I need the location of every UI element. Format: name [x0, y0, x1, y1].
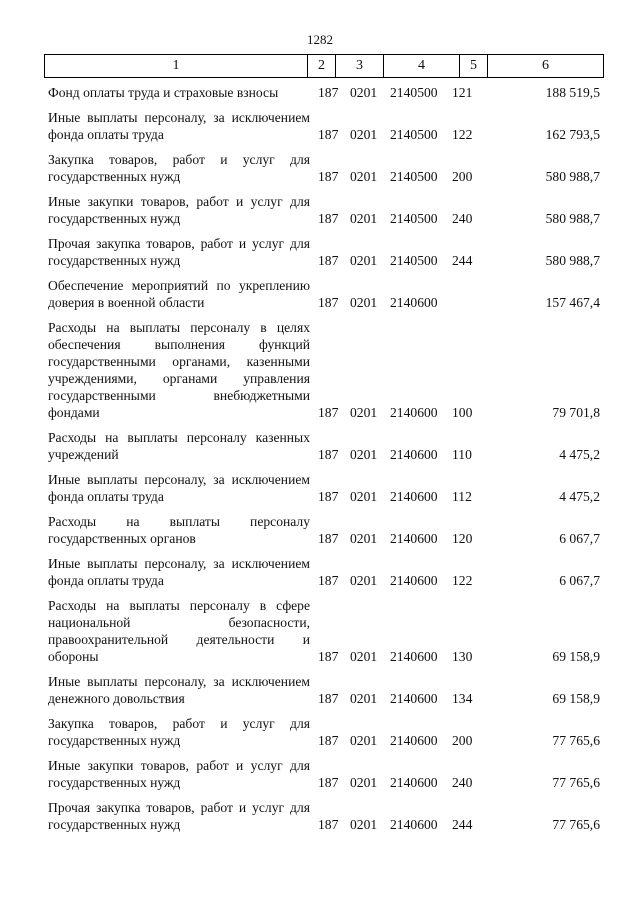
target-article-code: 2140600	[390, 649, 438, 664]
expense-type-code: 100	[452, 405, 473, 420]
target-article-code: 2140600	[390, 447, 438, 462]
target-article-code: 2140600	[390, 573, 438, 588]
expense-type-code: 112	[452, 489, 472, 504]
ministry-code: 187	[318, 489, 339, 504]
ministry-code: 187	[318, 405, 339, 420]
ministry-code: 187	[318, 447, 339, 462]
amount: 188 519,5	[545, 85, 600, 100]
expense-type-code: 244	[452, 817, 473, 832]
ministry-code: 187	[318, 531, 339, 546]
row-description: Обеспечение мероприятий по укреплению доверия в военной области	[48, 278, 310, 310]
row-description: Расходы на выплаты персоналу в сфере национальной безопасности, правоохранительной деятельности и обороны	[48, 598, 310, 664]
row-description: Прочая закупка товаров, работ и услуг для государственных нужд	[48, 800, 310, 832]
target-article-code: 2140500	[390, 211, 438, 226]
table-row	[48, 597, 608, 665]
expense-type-code: 134	[452, 691, 473, 706]
ministry-code: 187	[318, 253, 339, 268]
ministry-code: 187	[318, 733, 339, 748]
expense-type-code: 240	[452, 211, 473, 226]
expense-type-code: 110	[452, 447, 472, 462]
table-row	[48, 757, 608, 791]
section-code: 0201	[350, 211, 378, 226]
ministry-code: 187	[318, 169, 339, 184]
section-code: 0201	[350, 405, 378, 420]
budget-rows	[48, 84, 608, 841]
row-description: Расходы на выплаты персоналу казенных учреждений	[48, 430, 310, 462]
ministry-code: 187	[318, 649, 339, 664]
section-code: 0201	[350, 817, 378, 832]
table-row	[48, 235, 608, 269]
target-article-code: 2140600	[390, 691, 438, 706]
table-row	[48, 109, 608, 143]
target-article-code: 2140500	[390, 253, 438, 268]
row-description: Иные выплаты персоналу, за исключением фонда оплаты труда	[48, 110, 310, 142]
table-row	[48, 277, 608, 311]
section-code: 0201	[350, 295, 378, 310]
amount: 6 067,7	[559, 531, 600, 546]
section-code: 0201	[350, 489, 378, 504]
amount: 77 765,6	[552, 775, 600, 790]
column-header-3: 3	[336, 55, 384, 78]
section-code: 0201	[350, 691, 378, 706]
column-header-table	[44, 54, 604, 78]
expense-type-code: 122	[452, 573, 473, 588]
section-code: 0201	[350, 531, 378, 546]
section-code: 0201	[350, 253, 378, 268]
row-description: Иные закупки товаров, работ и услуг для государственных нужд	[48, 758, 310, 790]
section-code: 0201	[350, 649, 378, 664]
target-article-code: 2140600	[390, 733, 438, 748]
column-header-row	[45, 55, 604, 78]
expense-type-code: 200	[452, 733, 473, 748]
column-header-2: 2	[308, 55, 336, 78]
ministry-code: 187	[318, 211, 339, 226]
amount: 580 988,7	[545, 253, 600, 268]
amount: 4 475,2	[559, 489, 600, 504]
amount: 6 067,7	[559, 573, 600, 588]
ministry-code: 187	[318, 127, 339, 142]
column-header-5: 5	[460, 55, 488, 78]
ministry-code: 187	[318, 295, 339, 310]
ministry-code: 187	[318, 691, 339, 706]
section-code: 0201	[350, 85, 378, 100]
section-code: 0201	[350, 447, 378, 462]
table-row	[48, 715, 608, 749]
expense-type-code: 130	[452, 649, 473, 664]
ministry-code: 187	[318, 85, 339, 100]
amount: 79 701,8	[552, 405, 600, 420]
row-description: Закупка товаров, работ и услуг для государственных нужд	[48, 716, 310, 748]
target-article-code: 2140600	[390, 775, 438, 790]
target-article-code: 2140600	[390, 295, 438, 310]
table-row	[48, 513, 608, 547]
page-number: 1282	[307, 32, 333, 47]
ministry-code: 187	[318, 573, 339, 588]
row-description: Иные выплаты персоналу, за исключением фонда оплаты труда	[48, 556, 310, 588]
table-row	[48, 555, 608, 589]
section-code: 0201	[350, 733, 378, 748]
column-header-6: 6	[488, 55, 604, 78]
row-description: Иные закупки товаров, работ и услуг для государственных нужд	[48, 194, 310, 226]
target-article-code: 2140600	[390, 489, 438, 504]
amount: 69 158,9	[552, 649, 600, 664]
table-row	[48, 673, 608, 707]
row-description: Иные выплаты персоналу, за исключением денежного довольствия	[48, 674, 310, 706]
table-row	[48, 799, 608, 833]
row-description: Расходы на выплаты персоналу государственных органов	[48, 514, 310, 546]
table-row	[48, 319, 608, 421]
amount: 580 988,7	[545, 169, 600, 184]
table-row	[48, 193, 608, 227]
expense-type-code: 240	[452, 775, 473, 790]
target-article-code: 2140500	[390, 169, 438, 184]
row-description: Расходы на выплаты персоналу в целях обеспечения выполнения функций государственными органами, казенными учреждениями, органами управления государственными внебюджетными фондами	[48, 320, 310, 420]
column-header-1: 1	[45, 55, 308, 78]
table-row	[48, 151, 608, 185]
section-code: 0201	[350, 127, 378, 142]
row-description: Фонд оплаты труда и страховые взносы	[48, 85, 279, 100]
expense-type-code: 200	[452, 169, 473, 184]
ministry-code: 187	[318, 775, 339, 790]
column-header-4: 4	[384, 55, 460, 78]
expense-type-code: 121	[452, 85, 473, 100]
amount: 77 765,6	[552, 733, 600, 748]
target-article-code: 2140500	[390, 85, 438, 100]
expense-type-code: 244	[452, 253, 473, 268]
table-row	[48, 429, 608, 463]
amount: 162 793,5	[545, 127, 600, 142]
target-article-code: 2140600	[390, 531, 438, 546]
row-description: Иные выплаты персоналу, за исключением фонда оплаты труда	[48, 472, 310, 504]
section-code: 0201	[350, 775, 378, 790]
target-article-code: 2140600	[390, 405, 438, 420]
table-row	[48, 84, 608, 101]
target-article-code: 2140500	[390, 127, 438, 142]
target-article-code: 2140600	[390, 817, 438, 832]
section-code: 0201	[350, 573, 378, 588]
amount: 69 158,9	[552, 691, 600, 706]
section-code: 0201	[350, 169, 378, 184]
expense-type-code: 120	[452, 531, 473, 546]
table-row	[48, 471, 608, 505]
amount: 157 467,4	[545, 295, 600, 310]
amount: 4 475,2	[559, 447, 600, 462]
row-description: Закупка товаров, работ и услуг для государственных нужд	[48, 152, 310, 184]
ministry-code: 187	[318, 817, 339, 832]
amount: 580 988,7	[545, 211, 600, 226]
row-description: Прочая закупка товаров, работ и услуг для государственных нужд	[48, 236, 310, 268]
expense-type-code: 122	[452, 127, 473, 142]
amount: 77 765,6	[552, 817, 600, 832]
